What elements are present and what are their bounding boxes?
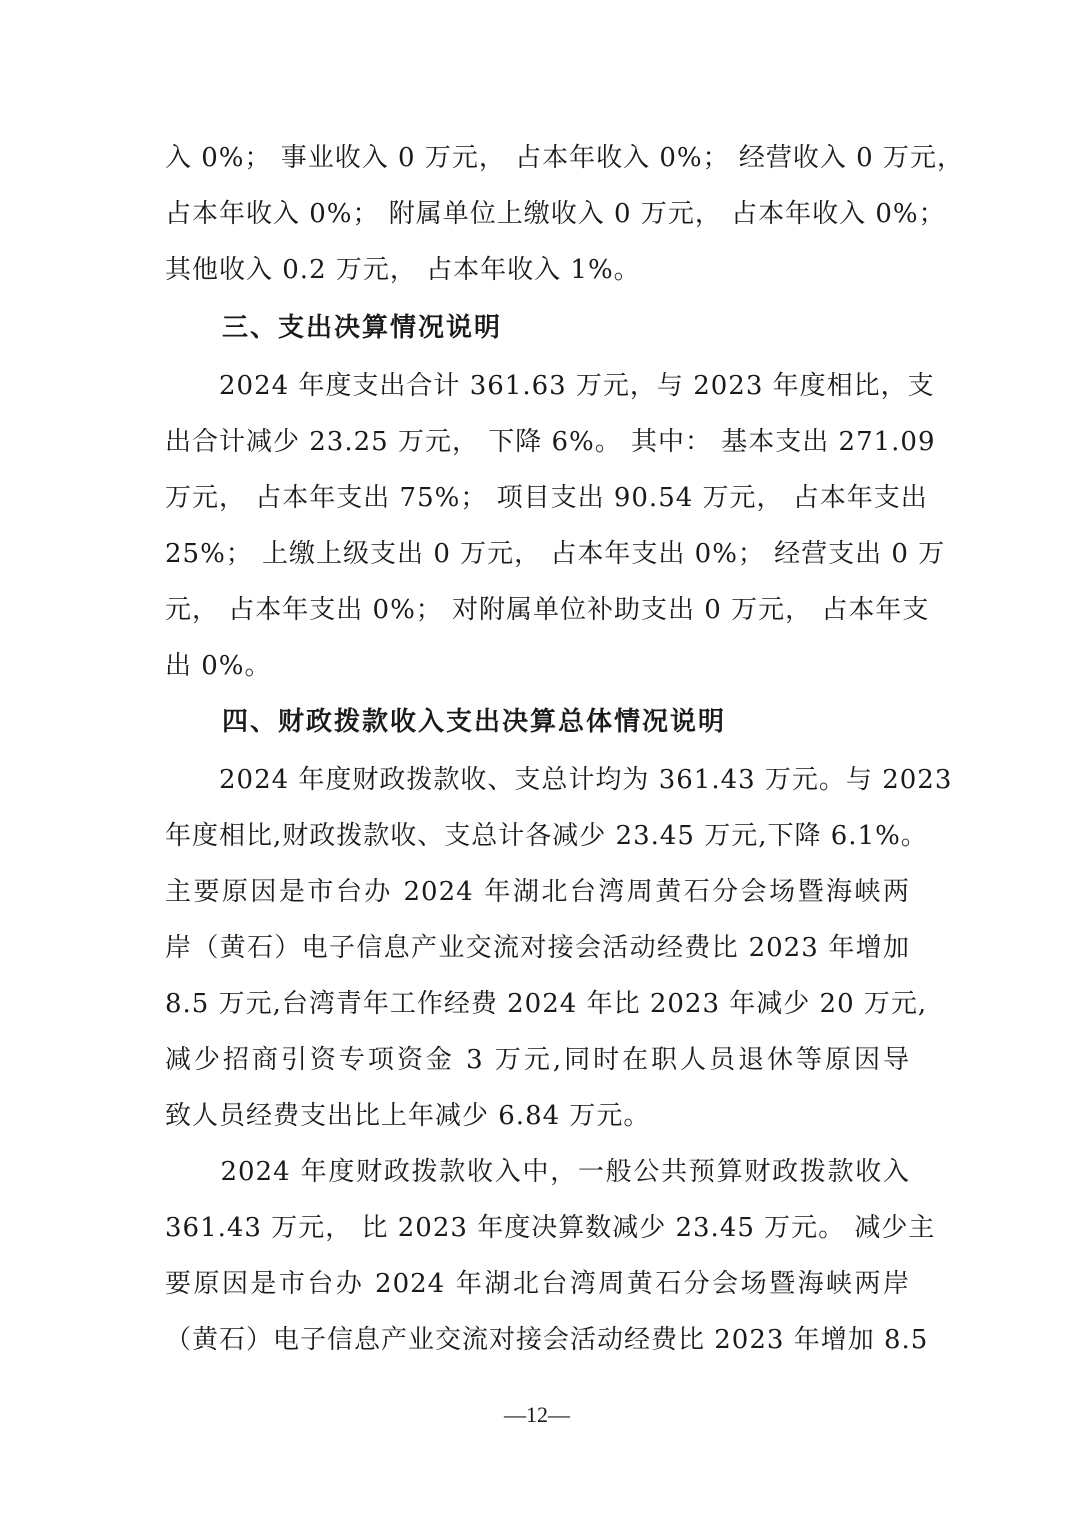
body-line: 入 0%； 事业收入 0 万元， 占本年收入 0%； 经营收入 0 万元，: [165, 143, 964, 173]
body-line: 出 0%。: [165, 651, 272, 681]
body-line: 万元， 占本年支出 75%； 项目支出 90.54 万元， 占本年支出: [165, 483, 928, 513]
body-line: （黄石）电子信息产业交流对接会活动经费比 2023 年增加 8.5: [165, 1325, 929, 1355]
body-line: 占本年收入 0%； 附属单位上缴收入 0 万元， 占本年收入 0%；: [165, 199, 946, 229]
body-line: 361.43 万元， 比 2023 年度决算数减少 23.45 万元。 减少主: [165, 1213, 936, 1243]
body-line: 致人员经费支出比上年减少 6.84 万元。: [165, 1101, 651, 1131]
body-line: 减少招商引资专项资金 3 万元,同时在职人员退休等原因导: [165, 1045, 910, 1075]
body-line: 岸（黄石）电子信息产业交流对接会活动经费比 2023 年增加: [165, 933, 910, 963]
body-line: 8.5 万元,台湾青年工作经费 2024 年比 2023 年减少 20 万元,: [165, 989, 928, 1019]
body-line: 2024 年度支出合计 361.63 万元，与 2023 年度相比，支: [165, 371, 935, 401]
body-line: 元， 占本年支出 0%； 对附属单位补助支出 0 万元， 占本年支: [165, 595, 930, 625]
body-line: 其他收入 0.2 万元， 占本年收入 1%。: [165, 255, 641, 285]
body-line: 主要原因是市台办 2024 年湖北台湾周黄石分会场暨海峡两: [165, 877, 910, 907]
body-line: 2024 年度财政拨款收入中，一般公共预算财政拨款收入: [165, 1157, 910, 1187]
section-heading-fiscal-appropriation: 四、财政拨款收入支出决算总体情况说明: [222, 707, 727, 737]
body-line: 2024 年度财政拨款收、支总计均为 361.43 万元。与 2023: [165, 765, 953, 795]
body-line: 年度相比,财政拨款收、支总计各减少 23.45 万元,下降 6.1%。: [165, 821, 928, 851]
page-number: —12—: [504, 1402, 570, 1427]
body-line: 要原因是市台办 2024 年湖北台湾周黄石分会场暨海峡两岸: [165, 1269, 910, 1299]
body-line: 出合计减少 23.25 万元， 下降 6%。 其中： 基本支出 271.09: [165, 427, 936, 457]
body-line: 25%； 上缴上级支出 0 万元， 占本年支出 0%； 经营支出 0 万: [165, 539, 946, 569]
section-heading-expenditure: 三、支出决算情况说明: [222, 313, 503, 343]
